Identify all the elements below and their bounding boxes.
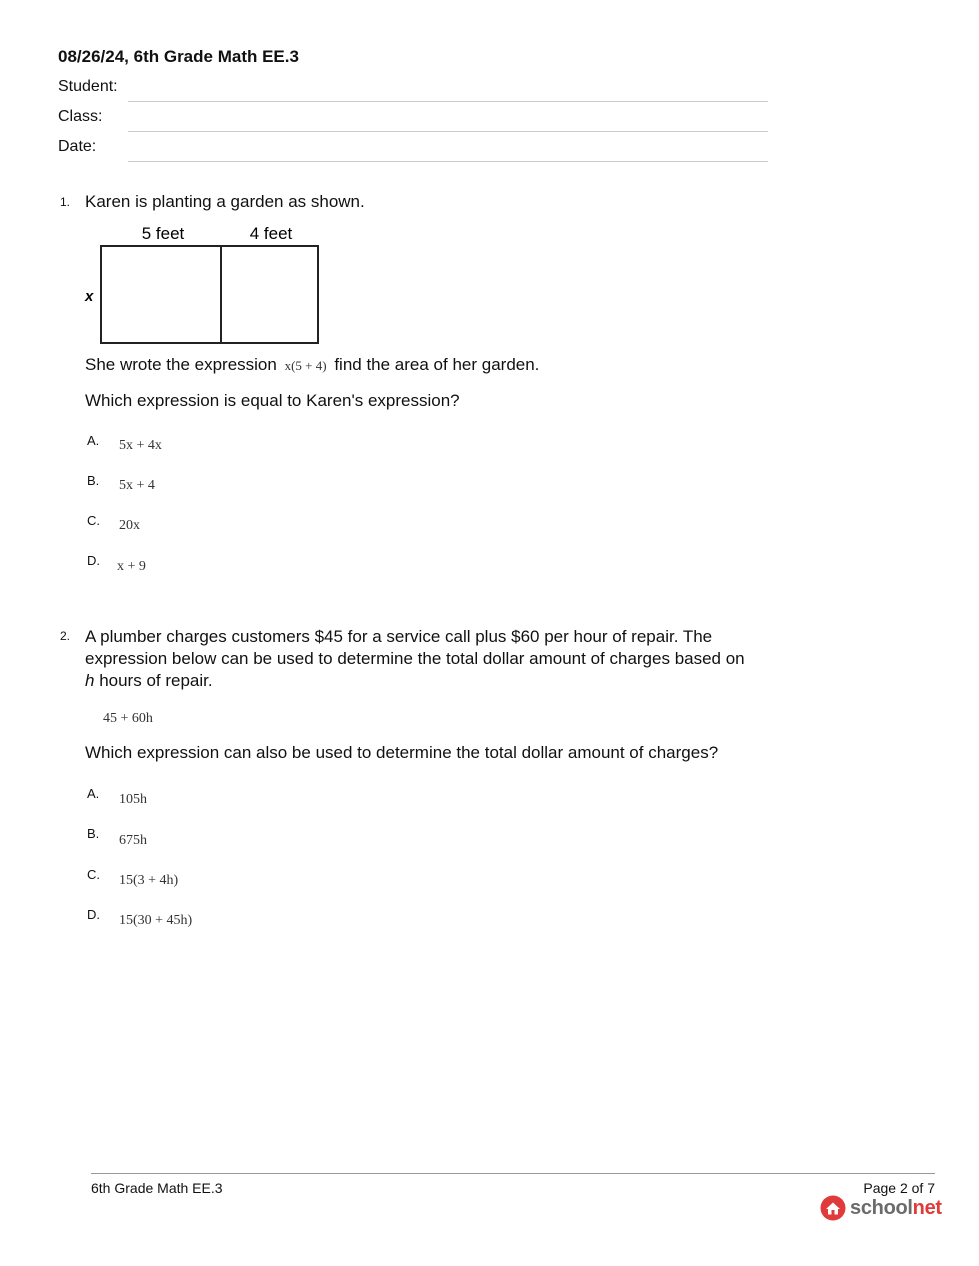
student-label: Student: [58, 78, 118, 95]
option-d-expression[interactable]: x + 9 [117, 559, 146, 574]
schoolnet-house-icon [820, 1195, 846, 1221]
option-b-expression[interactable]: 675h [119, 833, 147, 848]
diagram-label-x: x [85, 288, 94, 305]
class-label: Class: [58, 108, 103, 125]
student-field[interactable] [128, 101, 768, 102]
option-d-expression[interactable]: 15(30 + 45h) [119, 913, 193, 928]
option-c-letter[interactable]: C. [87, 513, 100, 528]
date-field[interactable] [128, 161, 768, 162]
option-d-letter[interactable]: D. [87, 907, 100, 922]
sentence-before: She wrote the expression [85, 355, 277, 374]
question-prompt [85, 626, 785, 692]
diagram-label-5-feet: 5 feet [141, 224, 185, 243]
question-text: Which expression can also be used to determine the total dollar amount of charges? [85, 743, 719, 762]
question-text: Which expression is equal to Karen's expression? [85, 391, 460, 410]
logo-text-school: school [850, 1196, 913, 1219]
option-c-expression[interactable]: 15(3 + 4h) [119, 873, 179, 888]
prompt-line-1: A plumber charges customers $45 for a service call plus $60 per hour of repair. The [85, 627, 713, 646]
date-label: Date: [58, 138, 97, 155]
class-field[interactable] [128, 131, 768, 132]
option-c-expression[interactable]: 20x [119, 518, 140, 533]
prompt-line-2: expression below can be used to determine the total dollar amount of charges based on [85, 649, 745, 668]
option-c-letter[interactable]: C. [87, 867, 100, 882]
diagram-label-4-feet: 4 feet [249, 224, 293, 243]
prompt-line-3 [85, 670, 785, 692]
option-b-letter[interactable]: B. [87, 473, 100, 488]
garden-outline [101, 246, 318, 343]
option-b-expression[interactable]: 5x + 4 [119, 478, 155, 493]
garden-diagram [80, 222, 325, 348]
option-a-expression[interactable]: 5x + 4x [119, 438, 162, 453]
given-expression: 45 + 60h [103, 711, 153, 726]
prompt-line-3-rest: hours of repair. [94, 671, 213, 690]
option-b-letter[interactable]: B. [87, 826, 100, 841]
question-number: 1. [60, 195, 71, 209]
footer-divider [91, 1173, 935, 1174]
footer-title: 6th Grade Math EE.3 [91, 1180, 223, 1196]
option-a-letter[interactable]: A. [87, 433, 100, 448]
expression-sentence [85, 354, 539, 377]
expression-math: x(5 + 4) [284, 358, 327, 373]
question-prompt: Karen is planting a garden as shown. [85, 192, 365, 211]
option-d-letter[interactable]: D. [87, 553, 100, 568]
schoolnet-logo [820, 1194, 942, 1222]
option-a-letter[interactable]: A. [87, 786, 100, 801]
question-number: 2. [60, 629, 71, 643]
option-a-expression[interactable]: 105h [119, 792, 147, 807]
prompt-variable: h [85, 671, 95, 690]
page-number: Page 2 of 7 [863, 1180, 935, 1196]
page-title: 08/26/24, 6th Grade Math EE.3 [58, 47, 299, 66]
sentence-after: find the area of her garden. [334, 355, 540, 374]
logo-text-net: net [912, 1196, 942, 1219]
